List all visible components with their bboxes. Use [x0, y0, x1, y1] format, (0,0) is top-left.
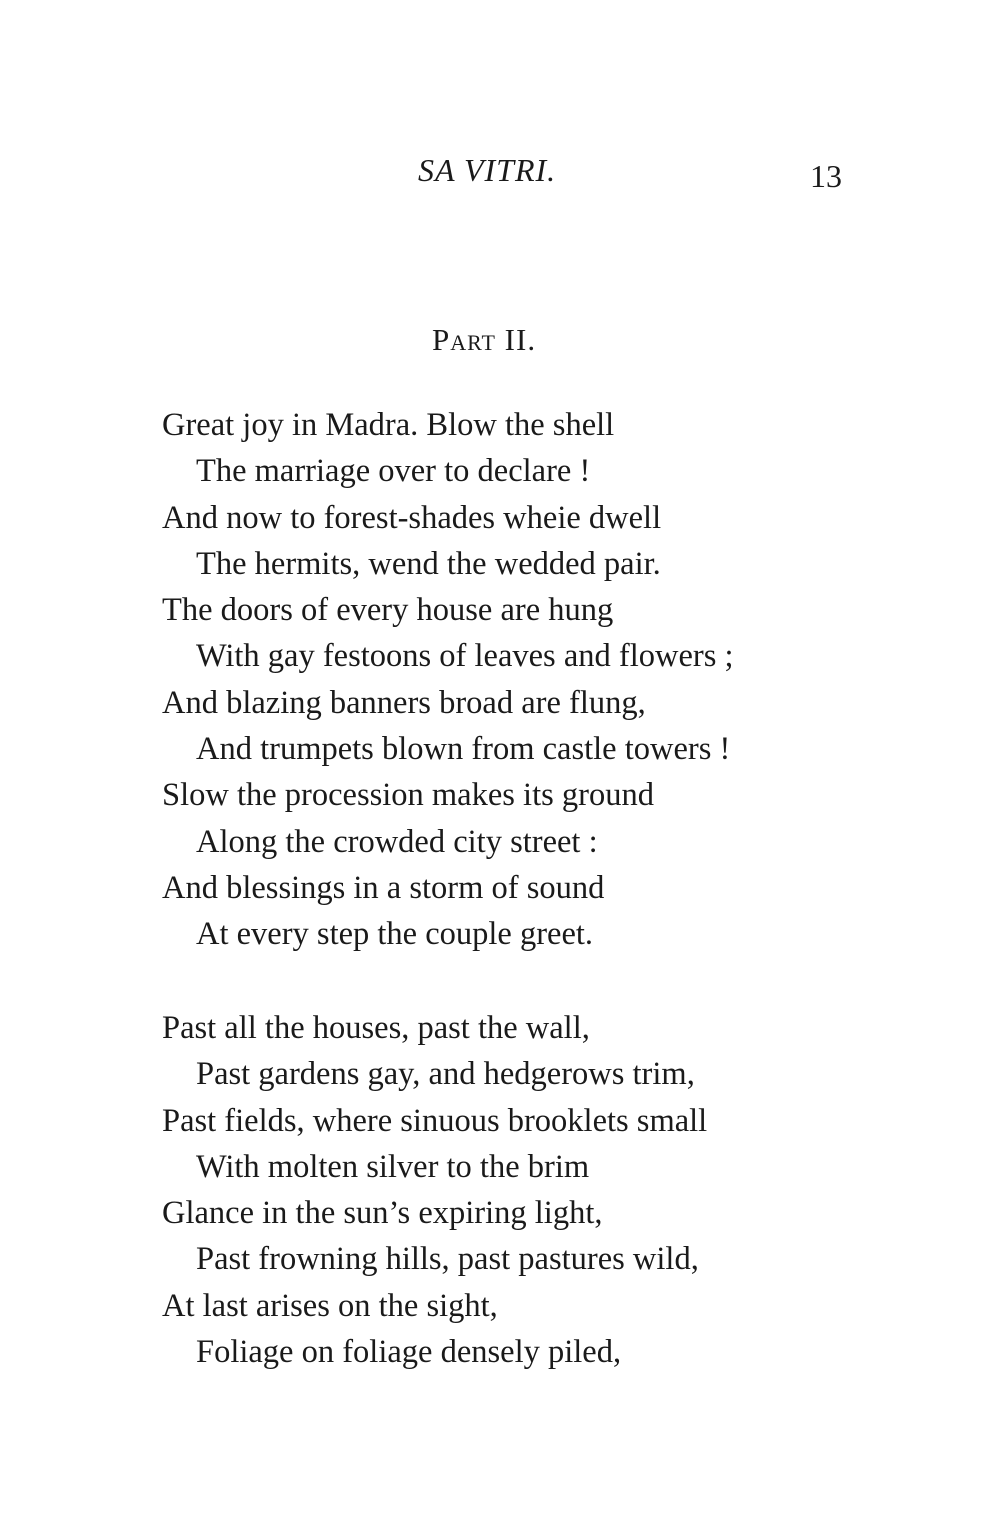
verse-line: Slow the procession makes its ground [162, 777, 654, 814]
verse-line: At every step the couple greet. [196, 916, 594, 953]
verse-line: The marriage over to declare ! [196, 453, 591, 490]
verse-line: Glance in the sun’s expiring light, [162, 1195, 603, 1232]
verse-line: Foliage on foliage densely piled, [196, 1334, 622, 1371]
verse-line: And blazing banners broad are flung, [162, 684, 646, 721]
verse-line: With molten silver to the brim [196, 1148, 590, 1185]
verse-line: And blessings in a storm of sound [162, 869, 605, 906]
verse-line: The hermits, wend the wedded pair. [196, 545, 661, 582]
stanza-2 [0, 1005, 1000, 1375]
page-number: 13 [810, 158, 842, 194]
verse-line: And trumpets blown from castle towers ! [196, 731, 731, 768]
verse-line: With gay festoons of leaves and flowers ; [196, 638, 734, 675]
verse-line: Great joy in Madra. Blow the shell [162, 407, 615, 443]
verse-line: Along the crowded city street : [196, 823, 598, 860]
running-title: SA VITRI. [418, 152, 557, 188]
verse-line: Past fields, where sinuous brooklets small [162, 1102, 708, 1139]
stanza-1 [0, 402, 1000, 958]
section-heading: Part II. [432, 322, 537, 357]
verse-line: At last arises on the sight, [162, 1287, 498, 1324]
verse-line: Past gardens gay, and hedgerows trim, [196, 1056, 695, 1093]
verse-line: Past frowning hills, past pastures wild, [196, 1241, 699, 1278]
verse-line: The doors of every house are hung [162, 592, 614, 629]
verse-line: And now to forest-shades wheie dwell [162, 499, 662, 536]
running-head [0, 152, 1000, 202]
verse-line: Past all the houses, past the wall, [162, 1010, 590, 1046]
